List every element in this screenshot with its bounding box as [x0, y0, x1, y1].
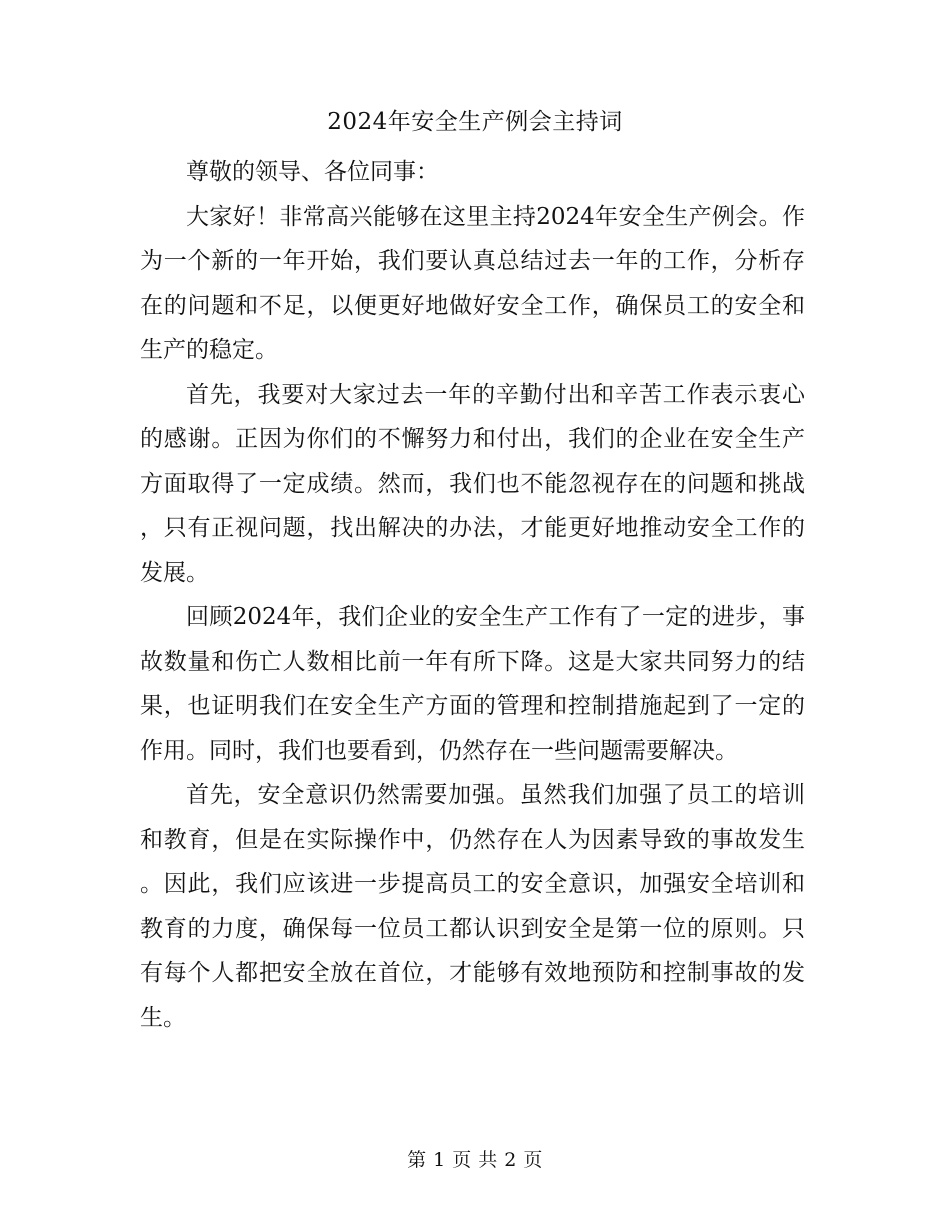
document-title: 2024年安全生产例会主持词	[327, 109, 623, 135]
paragraph-safety-awareness: 首先，安全意识仍然需要加强。虽然我们加强了员工的培训和教育，但是在实际操作中，仍然存在人为因素导致的事故发生。因此，我们应该进一步提高员工的安全意识，加强安全培训和教育的力度，确保每一位员工都认识到安全是第一位的原则。只有每个人都把安全放在首位，才能够有效地预防和控制事故的发生。	[140, 782, 805, 1031]
paragraph-opening: 大家好！非常高兴能够在这里主持2024年安全生产例会。作为一个新的一年开始，我们要认真总结过去一年的工作，分析存在的问题和不足，以便更好地做好安全工作，确保员工的安全和生产的稳定。	[140, 203, 805, 363]
paragraph-thanks: 首先，我要对大家过去一年的辛勤付出和辛苦工作表示衷心的感谢。正因为你们的不懈努力和付出，我们的企业在安全生产方面取得了一定成绩。然而，我们也不能忽视存在的问题和挑战，只有正视问题，找出解决的办法，才能更好地推动安全工作的发展。	[140, 381, 805, 586]
greeting-line: 尊敬的领导、各位同事：	[186, 159, 439, 185]
document-body	[140, 150, 805, 1040]
page-indicator: 第 1 页 共 2 页	[407, 1149, 543, 1171]
paragraph-review: 回顾2024年，我们企业的安全生产工作有了一定的进步，事故数量和伤亡人数相比前一年有所下降。这是大家共同努力的结果，也证明我们在安全生产方面的管理和控制措施起到了一定的作用。同时，我们也要看到，仍然存在一些问题需要解决。	[140, 604, 805, 764]
